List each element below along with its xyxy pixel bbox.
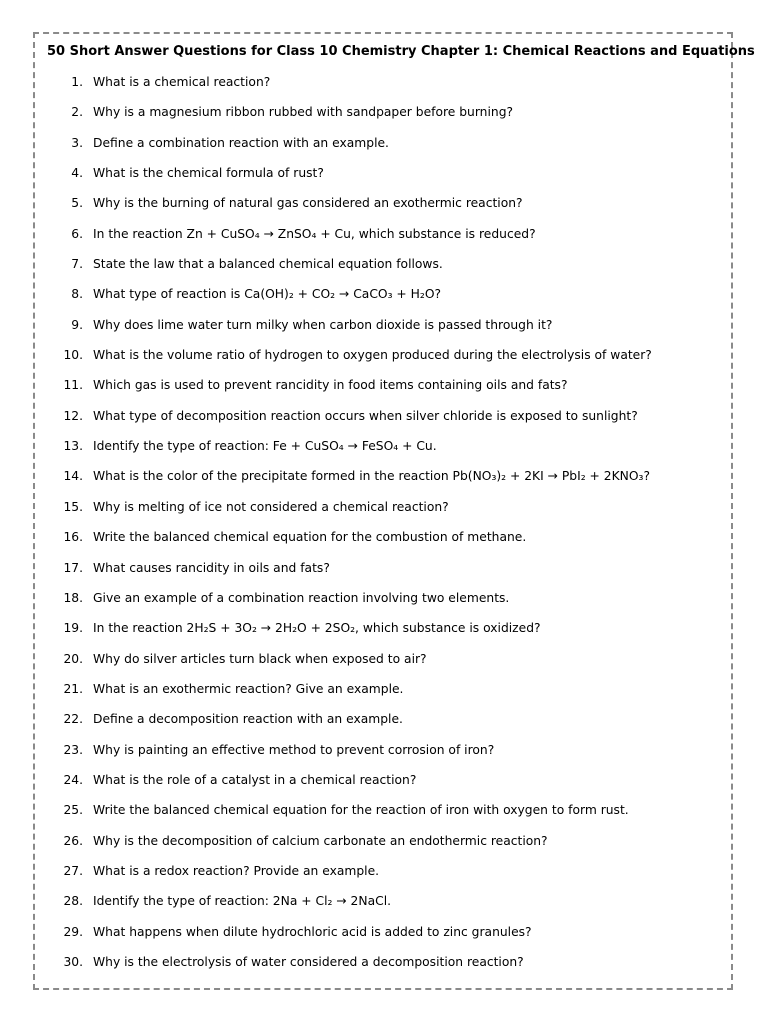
question-item — [0, 102, 768, 132]
question-number: 15. — [63, 499, 83, 514]
question-text: What is the role of a catalyst in a chemical reaction? — [93, 772, 417, 787]
question-item — [0, 345, 768, 375]
question-text: What is a redox reaction? Provide an example. — [93, 863, 380, 878]
question-item — [0, 618, 768, 648]
question-number: 26. — [63, 833, 83, 848]
question-text: What is the chemical formula of rust? — [93, 166, 324, 181]
question-item — [0, 891, 768, 921]
question-number: 19. — [63, 621, 83, 636]
question-number: 1. — [71, 75, 83, 89]
question-text: Write the balanced chemical equation for the combustion of methane. — [93, 530, 527, 545]
question-number: 9. — [71, 317, 83, 332]
question-list — [0, 72, 768, 982]
question-text: Define a decomposition reaction with an example. — [93, 712, 403, 727]
question-text: Why do silver articles turn black when exposed to air? — [93, 651, 427, 666]
question-number: 11. — [63, 378, 83, 393]
question-item — [0, 284, 768, 314]
question-text: What type of reaction is Ca(OH)₂ + CO₂ → CaCO₃ + H₂O? — [93, 287, 442, 302]
question-text: In the reaction Zn + CuSO₄ → ZnSO₄ + Cu, which substance is reduced? — [93, 226, 536, 241]
question-item — [0, 133, 768, 163]
question-text: In the reaction 2H₂S + 3O₂ → 2H₂O + 2SO₂, which substance is oxidized? — [93, 621, 541, 636]
question-item — [0, 831, 768, 861]
question-text: Why is painting an effective method to prevent corrosion of iron? — [93, 742, 495, 757]
question-text: Identify the type of reaction: 2Na + Cl₂ → 2NaCl. — [93, 894, 392, 909]
question-number: 20. — [63, 651, 83, 666]
question-number: 13. — [63, 439, 83, 454]
question-text: Why is a magnesium ribbon rubbed with sandpaper before burning? — [93, 105, 514, 120]
question-number: 28. — [63, 894, 83, 909]
question-text: Why is melting of ice not considered a chemical reaction? — [93, 499, 449, 514]
question-item — [0, 224, 768, 254]
question-number: 21. — [63, 681, 83, 696]
question-item — [0, 436, 768, 466]
question-number: 14. — [63, 469, 83, 484]
question-text: Write the balanced chemical equation for the reaction of iron with oxygen to form rust. — [93, 803, 629, 818]
question-number: 7. — [71, 257, 83, 272]
question-text: Define a combination reaction with an example. — [93, 135, 389, 150]
question-text: What type of decomposition reaction occurs when silver chloride is exposed to sunlight? — [93, 408, 638, 423]
question-item — [0, 952, 768, 982]
question-item — [0, 861, 768, 891]
question-number: 17. — [63, 560, 83, 575]
question-number: 12. — [63, 408, 83, 423]
question-text: What is the volume ratio of hydrogen to oxygen produced during the electrolysis of water? — [93, 348, 652, 363]
question-number: 8. — [71, 287, 83, 302]
question-text: What is a chemical reaction? — [93, 75, 271, 89]
question-item — [0, 466, 768, 496]
question-number: 5. — [71, 196, 83, 211]
question-item — [0, 649, 768, 679]
question-item — [0, 740, 768, 770]
question-text: Why is the burning of natural gas considered an exothermic reaction? — [93, 196, 523, 211]
question-number: 4. — [71, 166, 83, 181]
question-item — [0, 679, 768, 709]
question-item — [0, 527, 768, 557]
question-item — [0, 800, 768, 830]
question-number: 24. — [63, 772, 83, 787]
question-number: 16. — [63, 530, 83, 545]
question-text: Why is the electrolysis of water considered a decomposition reaction? — [93, 954, 524, 969]
question-number: 2. — [71, 105, 83, 120]
question-number: 25. — [63, 803, 83, 818]
question-item — [0, 406, 768, 436]
question-text: What causes rancidity in oils and fats? — [93, 560, 330, 575]
question-number: 30. — [63, 954, 83, 969]
question-item — [0, 588, 768, 618]
question-item — [0, 315, 768, 345]
question-item — [0, 375, 768, 405]
question-text: Which gas is used to prevent rancidity in food items containing oils and fats? — [93, 378, 568, 393]
question-item — [0, 72, 768, 102]
question-number: 22. — [63, 712, 83, 727]
question-number: 27. — [63, 863, 83, 878]
question-text: State the law that a balanced chemical equation follows. — [93, 257, 443, 272]
question-item — [0, 558, 768, 588]
question-item — [0, 770, 768, 800]
question-text: What is an exothermic reaction? Give an example. — [93, 681, 404, 696]
question-text: Identify the type of reaction: Fe + CuSO₄ → FeSO₄ + Cu. — [93, 439, 437, 454]
question-text: Give an example of a combination reaction involving two elements. — [93, 590, 510, 605]
question-text: What is the color of the precipitate formed in the reaction Pb(NO₃)₂ + 2KI → PbI₂ + 2KNO₃? — [93, 469, 650, 484]
question-number: 23. — [63, 742, 83, 757]
document-title: 50 Short Answer Questions for Class 10 Chemistry Chapter 1: Chemical Reactions and Equations — [47, 44, 755, 59]
question-item — [0, 254, 768, 284]
question-number: 18. — [63, 590, 83, 605]
question-item — [0, 193, 768, 223]
question-item — [0, 709, 768, 739]
question-text: Why is the decomposition of calcium carbonate an endothermic reaction? — [93, 833, 548, 848]
question-item — [0, 497, 768, 527]
question-item — [0, 922, 768, 952]
question-number: 10. — [63, 348, 83, 363]
question-number: 29. — [63, 924, 83, 939]
question-item — [0, 163, 768, 193]
question-text: Why does lime water turn milky when carbon dioxide is passed through it? — [93, 317, 553, 332]
question-number: 3. — [71, 135, 83, 150]
question-text: What happens when dilute hydrochloric acid is added to zinc granules? — [93, 924, 532, 939]
question-number: 6. — [71, 226, 83, 241]
